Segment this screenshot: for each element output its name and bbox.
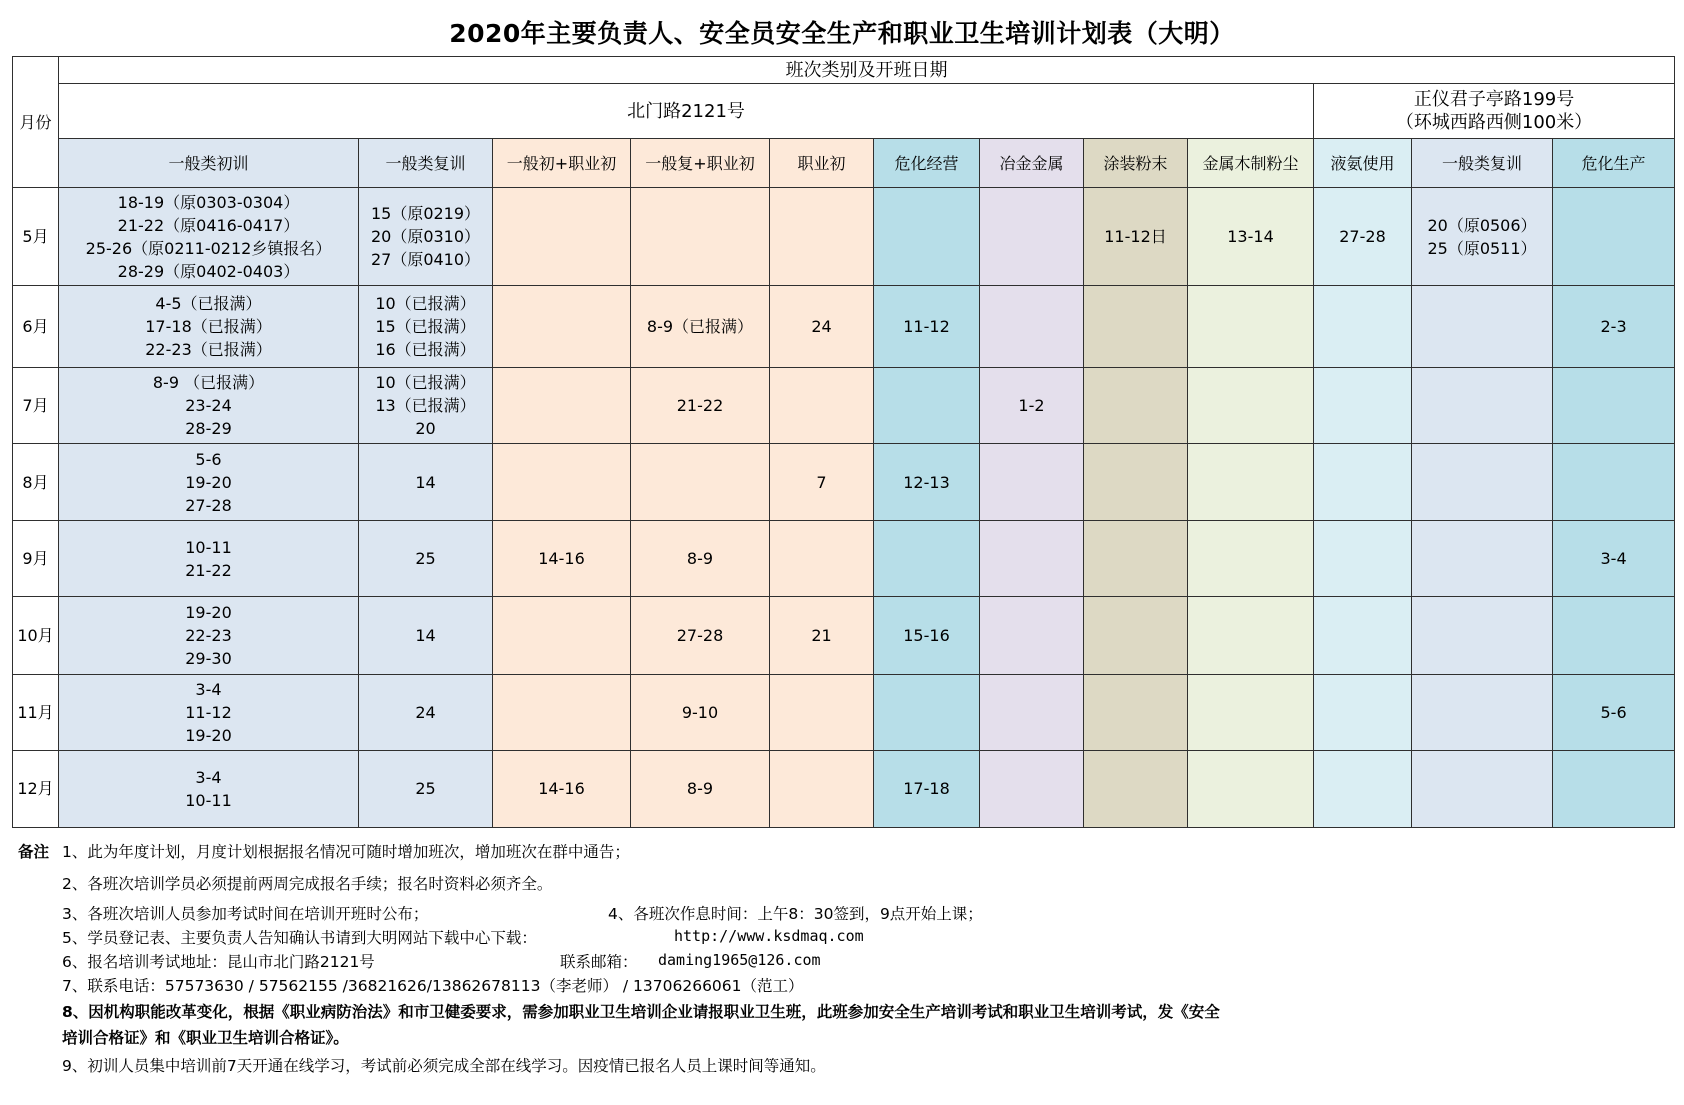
schedule-cell [359, 521, 493, 597]
schedule-cell [770, 750, 874, 827]
location-b-line2: （环城西路西侧100米） [1395, 112, 1593, 134]
schedule-cell [359, 750, 493, 827]
schedule-cell [1188, 674, 1314, 750]
date-entry: 24 [811, 317, 832, 337]
date-entry: 11-12日 [1104, 227, 1167, 247]
schedule-cell [1084, 367, 1188, 443]
col-header: 危化生产 [1553, 139, 1675, 188]
schedule-cell [1084, 444, 1188, 521]
date-entry: 5-6 [195, 449, 222, 469]
month-cell: 10月 [13, 597, 59, 674]
date-entry: 10-11 [185, 537, 232, 557]
schedule-cell [770, 597, 874, 674]
schedule-cell [980, 750, 1084, 827]
schedule-cell [1084, 521, 1188, 597]
month-cell: 12月 [13, 750, 59, 827]
schedule-cell [359, 674, 493, 750]
col-header: 一般类复训 [1412, 139, 1553, 188]
schedule-cell [1084, 286, 1188, 367]
date-entry: 22-23（已报满） [145, 340, 272, 360]
col-header: 危化经营 [874, 139, 980, 188]
table-row [13, 521, 1675, 597]
date-entry: 29-30 [185, 648, 232, 668]
date-entry: 13（已报满） [375, 395, 476, 415]
date-entry: 27-28 [676, 625, 724, 645]
schedule-cell [1553, 674, 1675, 750]
schedule-cell [631, 521, 770, 597]
date-entry: 8-9 （已报满） [152, 372, 265, 392]
schedule-cell [493, 521, 631, 597]
schedule-cell [631, 597, 770, 674]
training-schedule-table [12, 56, 1675, 828]
schedule-cell [1553, 521, 1675, 597]
date-entry: 19-20 [185, 602, 232, 622]
date-entry: 21 [811, 625, 832, 645]
date-entry: 25 [415, 779, 436, 799]
col-header: 一般类初训 [59, 139, 359, 188]
schedule-cell [59, 188, 359, 286]
date-entry: 10（已报满） [375, 372, 476, 392]
schedule-cell [1084, 188, 1188, 286]
date-entry: 4-5（已报满） [155, 294, 262, 314]
schedule-cell [1553, 367, 1675, 443]
date-entry: 13-14 [1227, 227, 1274, 247]
schedule-cell [1084, 674, 1188, 750]
schedule-cell [493, 750, 631, 827]
schedule-cell [980, 188, 1084, 286]
date-entry: 3-4 [1600, 549, 1627, 569]
schedule-cell [631, 444, 770, 521]
schedule-cell [359, 188, 493, 286]
date-entry: 12-13 [903, 472, 950, 492]
column-header-row [13, 139, 1675, 188]
schedule-cell [770, 521, 874, 597]
date-entry: 16（已报满） [375, 340, 476, 360]
schedule-cell [874, 188, 980, 286]
date-entry: 20（原0506） [1427, 215, 1537, 235]
date-entry: 27-28 [185, 495, 232, 515]
schedule-cell [1188, 188, 1314, 286]
month-cell: 7月 [13, 367, 59, 443]
schedule-cell [1553, 188, 1675, 286]
date-entry: 28-29（原0402-0403） [117, 261, 300, 281]
schedule-cell [493, 597, 631, 674]
date-entry: 28-29 [185, 418, 232, 438]
schedule-cell [1553, 444, 1675, 521]
schedule-cell [770, 286, 874, 367]
date-entry: 22-23 [185, 625, 232, 645]
schedule-cell [359, 286, 493, 367]
date-entry: 20 [415, 418, 436, 438]
schedule-cell [1084, 750, 1188, 827]
note-9: 9、初训人员集中培训前7天开通在线学习，考试前必须完成全部在线学习。因疫情已报名人员上课时间等通知。 [62, 1057, 826, 1075]
schedule-cell [874, 597, 980, 674]
schedule-cell [874, 444, 980, 521]
schedule-cell [1084, 597, 1188, 674]
table-row [13, 367, 1675, 443]
schedule-cell [770, 444, 874, 521]
schedule-cell [1412, 188, 1553, 286]
table-row [13, 674, 1675, 750]
group-header: 班次类别及开班日期 [59, 57, 1675, 84]
month-cell: 6月 [13, 286, 59, 367]
schedule-cell [1314, 521, 1412, 597]
schedule-cell [631, 286, 770, 367]
schedule-cell [359, 597, 493, 674]
note-4: 4、各班次作息时间：上午8：30签到，9点开始上课； [608, 905, 983, 923]
schedule-cell [1412, 674, 1553, 750]
col-header: 一般初+职业初 [493, 139, 631, 188]
schedule-cell [1314, 444, 1412, 521]
website-link[interactable]: http://www.ksdmaq.com [674, 927, 864, 945]
date-entry: 21-22 [185, 560, 232, 580]
date-entry: 15（原0219） [370, 204, 481, 224]
col-header: 一般类复训 [359, 139, 493, 188]
schedule-cell [1314, 188, 1412, 286]
schedule-cell [1553, 286, 1675, 367]
date-entry: 19-20 [185, 472, 232, 492]
schedule-cell [874, 521, 980, 597]
note-8-line1: 8、因机构职能改革变化，根据《职业病防治法》和市卫健委要求，需参加职业卫生培训企业请报职业卫生班，此班参加安全生产培训考试和职业卫生培训考试，发《安全 [62, 1003, 1220, 1021]
schedule-cell [1188, 367, 1314, 443]
date-entry: 2-3 [1600, 317, 1627, 337]
schedule-cell [493, 188, 631, 286]
date-entry: 21-22 [676, 395, 724, 415]
schedule-cell [59, 286, 359, 367]
page-title: 2020年主要负责人、安全员安全生产和职业卫生培训计划表（大明） [449, 19, 1235, 48]
date-entry: 8-9（已报满） [646, 317, 754, 337]
schedule-cell [493, 367, 631, 443]
date-entry: 27-28 [1339, 227, 1386, 247]
location-b-line1: 正仪君子亭路199号 [1413, 89, 1575, 111]
date-entry: 25（原0511） [1427, 238, 1537, 258]
date-entry: 25 [415, 549, 436, 569]
note-8-line2: 培训合格证》和《职业卫生培训合格证》。 [62, 1029, 349, 1047]
date-entry: 21-22（原0416-0417） [117, 215, 300, 235]
date-entry: 10-11 [185, 790, 232, 810]
note-3: 3、各班次培训人员参加考试时间在培训开班时公布； [62, 905, 429, 923]
email-link[interactable]: daming1965@126.com [658, 951, 821, 969]
schedule-cell [59, 674, 359, 750]
schedule-cell [1314, 750, 1412, 827]
date-entry: 14 [415, 472, 436, 492]
schedule-cell [631, 750, 770, 827]
date-entry: 5-6 [1600, 702, 1627, 722]
schedule-cell [980, 286, 1084, 367]
schedule-cell [1553, 597, 1675, 674]
location-header-beimen: 北门路2121号 [59, 84, 1314, 139]
schedule-cell [874, 286, 980, 367]
schedule-cell [1314, 674, 1412, 750]
schedule-cell [1188, 750, 1314, 827]
note-6: 6、报名培训考试地址：昆山市北门路2121号 [62, 953, 375, 971]
date-entry: 14-16 [538, 779, 585, 799]
schedule-cell [59, 444, 359, 521]
schedule-cell [1412, 286, 1553, 367]
date-entry: 1-2 [1018, 395, 1045, 415]
note-1: 1、此为年度计划，月度计划根据报名情况可随时增加班次，增加班次在群中通告； [62, 843, 630, 861]
schedule-cell [631, 367, 770, 443]
table-row [13, 188, 1675, 286]
table-row [13, 597, 1675, 674]
schedule-cell [874, 367, 980, 443]
col-header: 涂装粉末 [1084, 139, 1188, 188]
date-entry: 15-16 [903, 625, 950, 645]
table-row [13, 750, 1675, 827]
schedule-cell [1412, 597, 1553, 674]
schedule-cell [1188, 597, 1314, 674]
date-entry: 11-12 [903, 317, 950, 337]
schedule-cell [59, 750, 359, 827]
schedule-cell [770, 367, 874, 443]
schedule-cell [980, 597, 1084, 674]
schedule-cell [770, 188, 874, 286]
col-header: 冶金金属 [980, 139, 1084, 188]
date-entry: 11-12 [185, 702, 232, 722]
month-header: 月份 [13, 57, 59, 188]
table-row [13, 286, 1675, 367]
date-entry: 7 [816, 472, 827, 492]
email-label: 联系邮箱： [560, 953, 638, 971]
date-entry: 8-9 [686, 549, 714, 569]
date-entry: 18-19（原0303-0304） [117, 192, 300, 212]
schedule-cell [59, 367, 359, 443]
date-entry: 3-4 [195, 767, 222, 787]
notes-label: 备注 [18, 843, 50, 861]
date-entry: 3-4 [195, 679, 222, 699]
date-entry: 19-20 [185, 725, 232, 745]
date-entry: 20（原0310） [370, 227, 481, 247]
schedule-cell [493, 444, 631, 521]
schedule-cell [631, 674, 770, 750]
date-entry: 14-16 [538, 549, 585, 569]
date-entry: 27（原0410） [370, 250, 481, 270]
date-entry: 10（已报满） [375, 294, 476, 314]
schedule-cell [493, 286, 631, 367]
schedule-cell [874, 750, 980, 827]
schedule-cell [980, 367, 1084, 443]
schedule-cell [359, 367, 493, 443]
schedule-cell [631, 188, 770, 286]
col-header: 液氨使用 [1314, 139, 1412, 188]
col-header: 一般复+职业初 [631, 139, 770, 188]
schedule-cell [1412, 367, 1553, 443]
date-entry: 17-18（已报满） [145, 317, 272, 337]
schedule-cell [1314, 367, 1412, 443]
schedule-cell [980, 444, 1084, 521]
date-entry: 17-18 [903, 779, 950, 799]
schedule-cell [980, 674, 1084, 750]
schedule-cell [1314, 286, 1412, 367]
schedule-cell [59, 597, 359, 674]
note-7: 7、联系电话：57573630 / 57562155 /36821626/13862678113（李老师） / 13706266061（范工） [62, 977, 804, 995]
date-entry: 8-9 [686, 779, 714, 799]
note-5: 5、学员登记表、主要负责人告知确认书请到大明网站下载中心下载： [62, 929, 537, 947]
schedule-cell [1412, 521, 1553, 597]
schedule-cell [59, 521, 359, 597]
date-entry: 15（已报满） [375, 317, 476, 337]
date-entry: 23-24 [185, 395, 232, 415]
schedule-cell [1188, 521, 1314, 597]
schedule-cell [359, 444, 493, 521]
schedule-cell [770, 674, 874, 750]
date-entry: 14 [415, 625, 436, 645]
col-header: 职业初 [770, 139, 874, 188]
date-entry: 9-10 [681, 702, 719, 722]
schedule-cell [1412, 750, 1553, 827]
location-header-zhengyi [1314, 84, 1675, 139]
schedule-cell [1314, 597, 1412, 674]
month-cell: 8月 [13, 444, 59, 521]
table-row [13, 444, 1675, 521]
month-cell: 11月 [13, 674, 59, 750]
schedule-cell [1412, 444, 1553, 521]
col-header: 金属木制粉尘 [1188, 139, 1314, 188]
schedule-cell [1553, 750, 1675, 827]
date-entry: 25-26（原0211-0212乡镇报名） [85, 238, 332, 258]
date-entry: 24 [415, 702, 436, 722]
schedule-cell [874, 674, 980, 750]
month-cell: 5月 [13, 188, 59, 286]
schedule-cell [1188, 286, 1314, 367]
schedule-cell [980, 521, 1084, 597]
schedule-cell [1188, 444, 1314, 521]
schedule-cell [493, 674, 631, 750]
month-cell: 9月 [13, 521, 59, 597]
note-2: 2、各班次培训学员必须提前两周完成报名手续；报名时资料必须齐全。 [62, 875, 553, 893]
